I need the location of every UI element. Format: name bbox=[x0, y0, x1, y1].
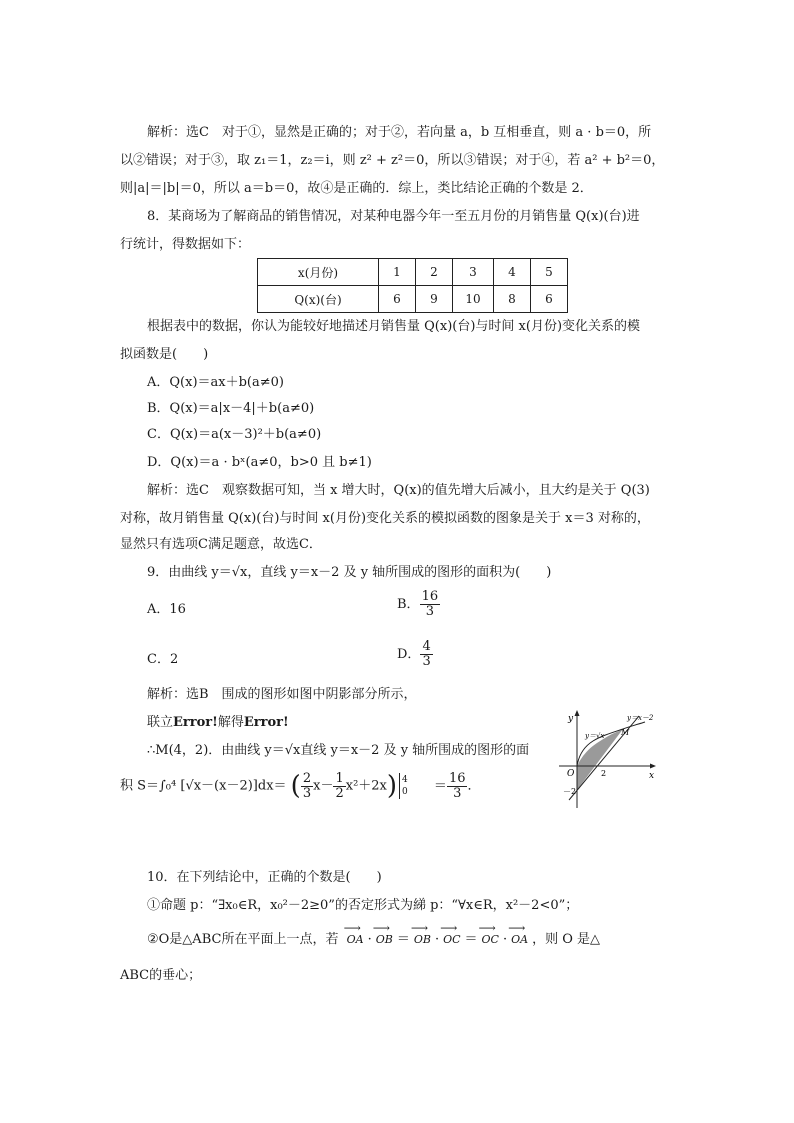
left-paren: ( bbox=[290, 771, 301, 801]
q9-option-b bbox=[397, 590, 440, 619]
fraction-denominator: 3 bbox=[302, 785, 312, 801]
fraction-numerator: 4 bbox=[422, 639, 431, 654]
q10-item-2-cont: ABC的垂心； bbox=[120, 968, 202, 983]
q8-solution-line-3: 显然只有选项C满足题意，故选C． bbox=[120, 537, 322, 552]
fraction-numerator: 16 bbox=[421, 589, 439, 604]
table-cell: 10 bbox=[453, 286, 494, 313]
table-cell: 6 bbox=[531, 286, 568, 313]
table-cell: 8 bbox=[494, 286, 531, 313]
dot-operator: · bbox=[502, 932, 508, 947]
evaluation-bar bbox=[399, 773, 400, 799]
fraction bbox=[420, 640, 432, 669]
option-label: B． bbox=[397, 597, 420, 612]
fraction-denominator: 2 bbox=[335, 785, 344, 801]
text-span: x－ bbox=[313, 778, 334, 794]
q8-option-b: B．Q(x)＝a|x－4|＋b(a≠0) bbox=[147, 401, 315, 416]
table-cell: 9 bbox=[416, 286, 453, 313]
p7-solution-line-2: 以②错误；对于③，取 z₁＝1，z₂＝i，则 z² + z²＝0，所以③错误；对于④，若 a² + b²＝0， bbox=[120, 153, 665, 168]
right-paren: ) bbox=[386, 771, 398, 801]
dot-operator: · bbox=[367, 932, 372, 947]
y-axis-label: y bbox=[568, 714, 574, 724]
q9-option-d bbox=[397, 640, 433, 669]
q8-solution-line-1: 解析：选C 观察数据可知，当 x 增大时，Q(x)的值先增大后减小，且大约是关于 Q(3) bbox=[147, 483, 650, 498]
area-figure bbox=[555, 708, 659, 810]
q10-item-2 bbox=[147, 930, 600, 950]
q8-stem-line-3: 根据表中的数据，你认为能较好地描述月销售量 Q(x)(台)与时间 x(月份)变化关系的模 bbox=[147, 319, 641, 334]
p7-solution-line-3: 则|a|＝|b|＝0，所以 a＝b＝0，故④是正确的．综上，类比结论正确的个数是 2． bbox=[120, 181, 593, 196]
dot-operator: · bbox=[434, 932, 440, 947]
q9-solution-line-3: ∴M(4，2)．由曲线 y＝√x直线 y＝x－2 及 y 轴所围成的图形的面 bbox=[147, 743, 530, 758]
line-label: y＝x－2 bbox=[627, 714, 654, 722]
error-placeholder: Error! bbox=[173, 715, 218, 730]
y-axis-arrow bbox=[575, 710, 580, 716]
q9-stem: 9．由曲线 y＝√x，直线 y＝x－2 及 y 轴所围成的图形的面积为( ) bbox=[147, 565, 552, 580]
q8-stem-line-4: 拟函数是( ) bbox=[120, 347, 209, 362]
fraction-denominator: 3 bbox=[453, 785, 462, 801]
equals-sign: ＝ bbox=[396, 932, 410, 947]
text-span: 积 S＝∫₀⁴ [√x－(x－2)]dx＝ bbox=[120, 778, 287, 794]
table-cell: 5 bbox=[531, 259, 568, 286]
fraction-numerator: 1 bbox=[335, 770, 344, 786]
option-label: D． bbox=[397, 647, 421, 662]
q8-solution-line-2: 对称，故月销售量 Q(x)(台)与时间 x(月份)变化关系的模拟函数的图象是关于 x＝3 对称的， bbox=[120, 511, 650, 526]
fraction bbox=[301, 772, 313, 801]
q9-solution-integral bbox=[120, 771, 481, 802]
upper-limit: 4 bbox=[402, 775, 408, 785]
text-span: ． bbox=[467, 778, 481, 794]
sales-data-table bbox=[257, 258, 568, 313]
text-span: 联立 bbox=[147, 715, 174, 730]
table-cell: 1 bbox=[379, 259, 416, 286]
table-cell: 6 bbox=[379, 286, 416, 313]
table-cell: 2 bbox=[416, 259, 453, 286]
vector-oc: ⟶ OC bbox=[482, 930, 499, 950]
table-row bbox=[258, 286, 568, 313]
error-placeholder: Error! bbox=[243, 715, 289, 730]
x-axis-label: x bbox=[649, 771, 655, 781]
fraction-denominator: 3 bbox=[425, 604, 434, 619]
text-span: ＝ bbox=[433, 778, 447, 794]
p7-solution-line-1: 解析：选C 对于①，显然是正确的；对于②，若向量 a，b 互相垂直，则 a · b＝0，所 bbox=[147, 125, 652, 140]
table-cell: 4 bbox=[494, 259, 531, 286]
q8-option-a: A．Q(x)＝ax＋b(a≠0) bbox=[147, 375, 284, 390]
q10-stem: 10．在下列结论中，正确的个数是( ) bbox=[147, 870, 382, 885]
text-span: x²＋2x bbox=[345, 778, 387, 794]
x-axis-arrow bbox=[650, 764, 656, 769]
vector-ob: ⟶ OB bbox=[376, 930, 393, 950]
point-m-label: M bbox=[621, 728, 630, 737]
q8-stem-line-2: 行统计，得数据如下： bbox=[120, 237, 251, 252]
q8-stem-line-1: 8．某商场为了解商品的销售情况，对某种电器今年一至五月份的月销售量 Q(x)(台)进 bbox=[147, 209, 640, 224]
origin-label: O bbox=[567, 769, 575, 779]
fraction bbox=[420, 590, 441, 619]
text-span: 解得 bbox=[217, 715, 244, 730]
table-row-header: Q(x)(台) bbox=[258, 286, 379, 313]
fraction bbox=[447, 772, 468, 801]
q10-item-1: ①命题 p：“∃x₀∈R，x₀²－2≥0”的否定形式为綈 p：“∀x∈R，x²－2<0”； bbox=[147, 898, 579, 913]
tick-2-label: 2 bbox=[601, 769, 607, 778]
q9-solution-line-1: 解析：选B 围成的图形如图中阴影部分所示， bbox=[147, 687, 417, 702]
text-span: ②O是△ABC所在平面上一点，若 bbox=[147, 932, 339, 947]
q9-solution-line-2 bbox=[147, 713, 289, 733]
evaluation-limits bbox=[402, 774, 408, 798]
q8-option-c: C．Q(x)＝a(x－3)²＋b(a≠0) bbox=[147, 427, 322, 442]
q8-option-d: D．Q(x)＝a · bˣ(a≠0，b>0 且 b≠1) bbox=[147, 455, 372, 470]
lower-limit: 0 bbox=[402, 787, 408, 797]
fraction-numerator: 2 bbox=[302, 770, 312, 786]
vector-oa: ⟶ OA bbox=[347, 930, 364, 950]
tick-neg2-label: －2 bbox=[563, 787, 577, 796]
q9-option-a: A．16 bbox=[147, 602, 186, 617]
table-row-header: x(月份) bbox=[258, 259, 379, 286]
text-span: ，则 O 是△ bbox=[532, 932, 600, 947]
vector-oa: ⟶ OA bbox=[511, 930, 528, 950]
q9-option-c: C．2 bbox=[147, 652, 179, 667]
fraction-numerator: 16 bbox=[448, 770, 466, 786]
fraction-denominator: 3 bbox=[422, 654, 431, 669]
equals-sign: ＝ bbox=[464, 932, 478, 947]
table-cell: 3 bbox=[453, 259, 494, 286]
fraction bbox=[333, 772, 345, 801]
vector-ob: ⟶ OB bbox=[414, 930, 431, 950]
curve-label: y＝√x bbox=[585, 732, 605, 740]
table-row bbox=[258, 259, 568, 286]
vector-oc: ⟶ OC bbox=[443, 930, 460, 950]
